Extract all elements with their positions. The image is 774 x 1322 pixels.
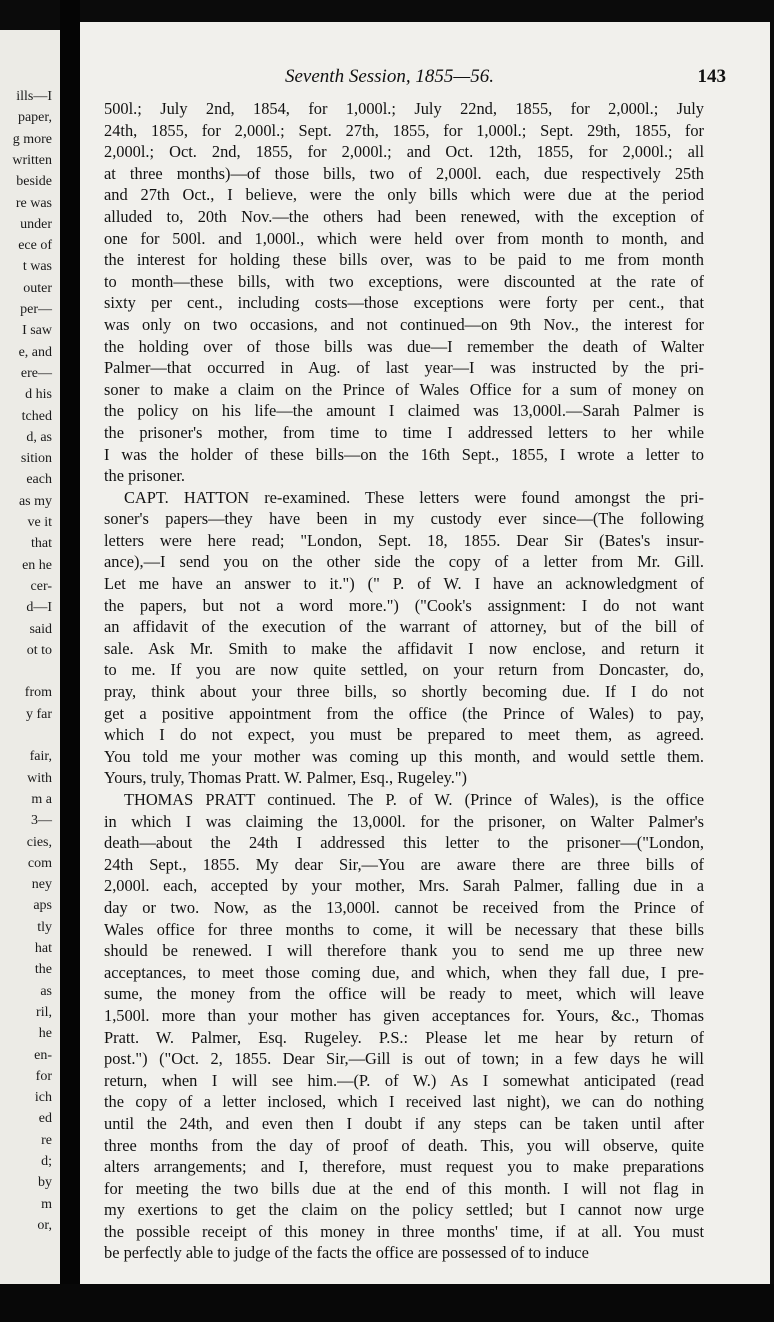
text-line: I was the holder of these bills—on the 16th Sept., 1855, I wrote a letter to [104,444,704,464]
book-page [80,22,770,1284]
text-line: You told me your mother was coming up this month, and would settle them. [104,746,704,766]
text-line: to month—these bills, with two exceptions, were discounted at the rate of [104,271,704,291]
facing-page-line: t was [22,259,52,275]
text-line: acceptances, to meet those coming due, and which, when they fall due, I pre- [104,962,704,982]
facing-page-line: ed [38,1111,52,1127]
text-line: soner to make a claim on the Prince of Wales Office for a sum of money on [104,379,704,399]
facing-page-line: as [40,983,52,999]
facing-page-line: d his [25,387,52,403]
facing-page-line: 3— [31,813,52,829]
facing-page-line: ve it [27,515,52,530]
text-line: Palmer—that occurred in Aug. of last year—I was instructed by the pri- [104,358,704,378]
text-line: the copy of a letter inclosed, which I received last night), we can do nothing [104,1092,704,1112]
text-line: the interest for holding these bills over, was to be paid to me from month [104,250,704,270]
text-line: 24th Sept., 1855. My dear Sir,—You are aware there are three bills of [104,854,704,874]
facing-page-line: re [41,1132,52,1148]
facing-page-line: com [27,855,52,871]
text-line: letters were here read; "London, Sept. 18, 1855. Dear Sir (Bates's insur- [104,530,704,550]
text-line: ance),—I send you on the other side the copy of a letter from Mr. Gill. [104,552,704,572]
facing-page-line: by [38,1175,52,1191]
facing-page-line: he [38,1026,52,1042]
text-line: alluded to, 20th Nov.—the others had been renewed, with the exception of [104,206,704,226]
text-line: THOMAS PRATT continued. The P. of W. (Prince of Wales), is the office [124,790,704,809]
facing-page-line: for [35,1068,52,1084]
text-line: for meeting the two bills due at the end of this month. I will not flag in [104,1178,704,1198]
facing-page-line: ere— [20,365,52,381]
facing-page-line: from [24,685,52,701]
text-line: death—about the 24th I addressed this letter to the prisoner—("London, [104,833,704,853]
text-line: 500l.; July 2nd, 1854, for 1,000l.; July 22nd, 1855, for 2,000l.; July [104,99,704,118]
text-line: get a positive appointment from the office (the Prince of Wales) to pay, [104,703,704,723]
facing-page-line: written [12,152,52,168]
text-line: the prisoner. [104,466,186,486]
text-line: and 27th Oct., I believe, were the only bills which were due at the period [104,185,704,205]
text-line: 24th, 1855, for 2,000l.; Sept. 27th, 1855, for 1,000l.; Sept. 29th, 1855, for [104,120,704,140]
text-line: pray, think about your three bills, so shortly becoming due. If I do not [104,682,704,702]
text-line: 2,000l. each, accepted by your mother, Mrs. Sarah Palmer, falling due in a [104,876,704,896]
text-line: day or two. Now, as the 13,000l. cannot be received from the Prince of [104,897,704,917]
text-line: which I do not expect, you must be prepared to meet them, as agreed. [104,725,704,745]
facing-page-line: tly [37,919,52,935]
text-line: Yours, truly, Thomas Pratt. W. Palmer, Esq., Rugeley.") [104,768,467,788]
text-line: was only on two occasions, and not continued—on 9th Nov., the interest for [104,314,704,334]
facing-page-line: ney [31,877,52,893]
paragraph [104,789,704,1264]
facing-page-line: outer [23,280,52,296]
text-line: the holding over of those bills was due—I remember the death of Walter [104,336,704,356]
facing-page-line: re was [15,195,52,211]
text-line: sume, the money from the office will be ready to meet, which will leave [104,984,704,1004]
facing-page-line: aps [33,898,52,914]
facing-page-line: I saw [22,323,52,339]
facing-page-line: or, [37,1217,52,1233]
text-line: my exertions to get the claim on the policy settled; but I cannot now urge [104,1200,704,1220]
facing-page-line: ece of [18,238,52,254]
text-line: alters arrangements; and I, therefore, must request you to make preparations [104,1157,704,1177]
text-line: Wales office for three months to come, it will be necessary that these bills [104,919,704,939]
facing-page-line: en- [34,1047,52,1063]
text-line: return, when I will see him.—(P. of W.) As I somewhat anticipated (read [104,1070,704,1090]
facing-page-line: with [27,770,52,786]
facing-page-line: that [31,536,52,552]
facing-page-line: the [34,962,52,978]
text-line: one for 500l. and 1,000l., which were held over from month to month, and [104,228,704,248]
text-line: Pratt. W. Palmer, Esq. Rugeley. P.S.: Please let me hear by return of [104,1027,704,1047]
facing-page-line: d; [41,1154,52,1169]
text-line: the prisoner's mother, from time to time I addressed letters to her while [104,422,704,442]
facing-page-line: paper, [17,110,52,126]
text-line: in which I was claiming the 13,000l. for the prisoner, on Walter Palmer's [104,811,704,831]
text-line: sixty per cent., including costs—those exceptions were forty per cent., that [104,293,704,313]
facing-page-line: y far [25,706,52,722]
text-line: at three months)—of those bills, two of 2,000l. each, due respectively 25th [104,163,704,183]
paragraph [104,487,704,789]
text-line: 1,500l. more than your mother has given acceptances for. Yours, &c., Thomas [104,1005,704,1025]
book-gutter [60,0,80,1322]
facing-page-line: fair, [29,749,52,765]
facing-page-line: d, as [26,429,52,445]
facing-page-line: ich [34,1090,52,1106]
paragraph [104,98,704,487]
text-line: the possible receipt of this money in three months' time, if at all. You must [104,1221,704,1241]
text-line: an affidavit of the execution of the warrant of attorney, but of the bill of [104,617,704,637]
facing-page-fragment [0,30,60,1285]
facing-page-line: per— [20,302,52,317]
facing-page-line: d—I [26,600,52,616]
page-header [80,66,770,90]
facing-page-line: ril, [36,1004,52,1020]
text-line: CAPT. HATTON re-examined. These letters were found amongst the pri- [124,487,704,507]
text-line: Let me have an answer to it.") (" P. of W. I have an acknowledgment of [104,574,704,594]
scan-bottom-edge [0,1284,774,1322]
facing-page-line: each [26,472,52,488]
facing-page-line: cer- [30,578,52,594]
facing-page-line: as my [18,493,52,509]
facing-page-line: beside [16,174,52,190]
facing-page-line: tched [21,408,52,424]
text-line: sale. Ask Mr. Smith to make the affidavit I now enclose, and return it [104,638,704,658]
facing-page-line: under [20,216,52,232]
facing-page-line: e, and [18,344,52,360]
facing-page-line: ills—I [16,89,52,104]
facing-page-line: m a [31,791,52,807]
running-head: Seventh Session, 1855—56. [285,66,494,87]
body-text [104,98,704,1264]
text-line: the papers, but not a word more.") ("Cook's assignment: I do not want [104,595,704,615]
text-line: should be renewed. I will therefore thank you to send me up three new [104,941,704,961]
text-line: 2,000l.; Oct. 2nd, 1855, for 2,000l.; and Oct. 12th, 1855, for 2,000l.; all [104,142,704,162]
facing-page-line: en he [22,557,52,573]
page-number: 143 [697,66,726,87]
text-line: three months from the day of proof of death. This, you will observe, quite [104,1135,704,1155]
text-line: to me. If you are now quite settled, on your return from Doncaster, do, [104,660,704,680]
text-line: be perfectly able to judge of the facts the office are possessed of to induce [104,1243,589,1263]
facing-page-line: g more [12,131,52,147]
facing-page-line: sition [20,451,52,467]
facing-page-line: cies, [26,834,52,850]
text-line: the policy on his life—the amount I claimed was 13,000l.—Sarah Palmer is [104,401,704,421]
facing-page-line: m [41,1196,52,1212]
text-line: until the 24th, and even then I doubt if any steps can be taken until after [104,1113,704,1133]
text-line: soner's papers—they have been in my custody ever since—(The following [104,509,704,529]
facing-page-line: said [29,621,52,637]
facing-page-line: ot to [26,642,52,658]
text-line: post.") ("Oct. 2, 1855. Dear Sir,—Gill is out of town; in a few days he will [104,1049,704,1069]
facing-page-line: hat [34,941,52,956]
